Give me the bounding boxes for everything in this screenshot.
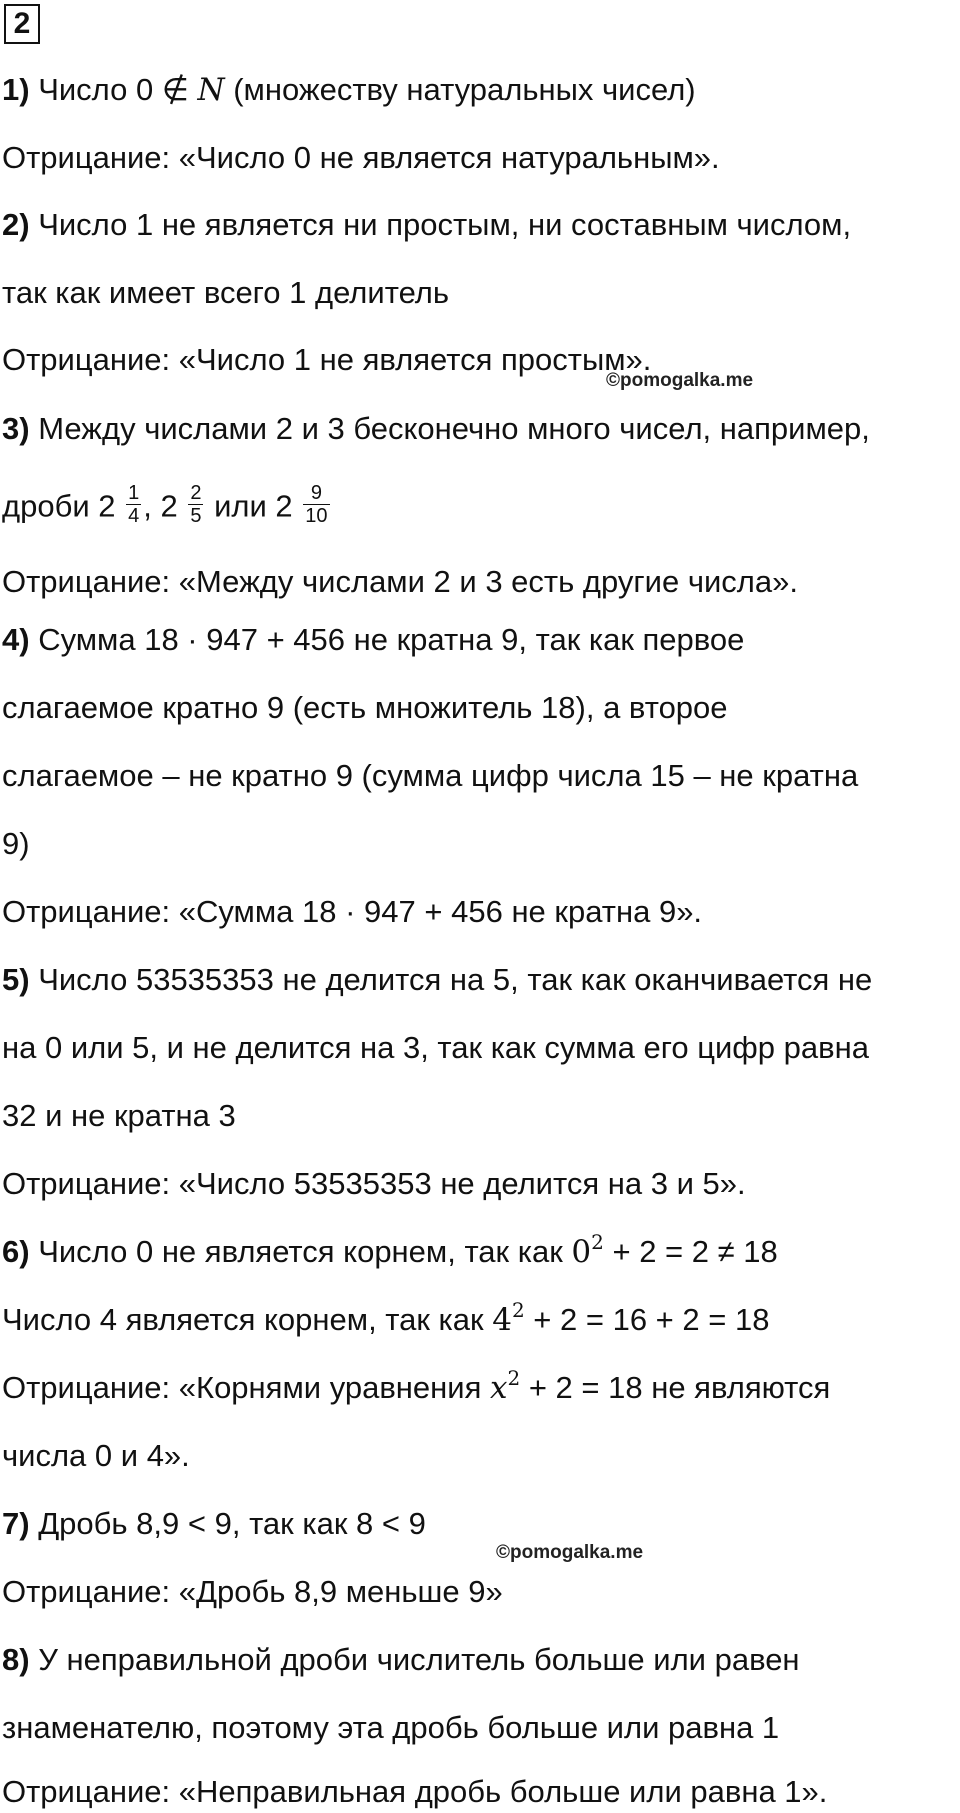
natural-set-symbol: N — [197, 72, 225, 108]
item-1-statement — [2, 70, 696, 110]
item-number: 6) — [2, 1234, 30, 1269]
text: Число 1 не является ни простым, ни составным числом, — [29, 207, 852, 242]
item-8-negation: Отрицание: «Неправильная дробь больше или равна 1». — [2, 1774, 828, 1809]
text: Число 0 — [29, 72, 162, 107]
not-in-symbol: ∉ — [161, 72, 189, 107]
text: (множеству натуральных чисел) — [224, 72, 696, 107]
text: Число 0 не является корнем, так как — [29, 1234, 572, 1269]
fraction-2 — [188, 482, 203, 527]
item-5-negation: Отрицание: «Число 53535353 не делится на 3 и 5». — [2, 1166, 746, 1201]
item-7-statement — [2, 1504, 426, 1544]
exponent: 2 — [511, 1297, 525, 1322]
item-7-negation: Отрицание: «Дробь 8,9 меньше 9» — [2, 1574, 503, 1609]
task-number-box: 2 — [4, 4, 40, 44]
item-4-line-3: слагаемое – не кратно 9 (сумма цифр числа 15 – не кратна — [2, 758, 859, 793]
item-number: 2) — [2, 207, 30, 242]
item-6-negation — [2, 1365, 831, 1408]
item-number: 4) — [2, 622, 30, 657]
item-1-negation: Отрицание: «Число 0 не является натуральным». — [2, 140, 720, 175]
item-6-line-4: числа 0 и 4». — [2, 1438, 190, 1473]
text: или 2 — [205, 488, 293, 524]
item-5-line-2: на 0 или 5, и не делится на 3, так как сумма его цифр равна — [2, 1030, 869, 1065]
item-4-statement — [2, 620, 744, 660]
item-number: 3) — [2, 411, 30, 446]
item-number: 8) — [2, 1642, 30, 1677]
item-3-fractions-line — [2, 482, 332, 531]
denominator: 4 — [128, 505, 140, 527]
text: Число 4 является корнем, так как — [2, 1302, 493, 1337]
variable-x: x — [490, 1370, 508, 1406]
numerator: 9 — [310, 482, 322, 504]
exponent: 2 — [507, 1365, 521, 1390]
item-6-line-2 — [2, 1297, 770, 1340]
item-2-line-2: так как имеет всего 1 делитель — [2, 275, 450, 310]
text: + 2 = 16 + 2 = 18 — [524, 1302, 770, 1337]
item-number: 1) — [2, 72, 30, 107]
item-number: 7) — [2, 1506, 30, 1541]
text: У неправильной дроби числитель больше или равен — [29, 1642, 800, 1677]
text: Отрицание: «Корнями уравнения — [2, 1370, 490, 1405]
numerator: 2 — [190, 482, 202, 504]
item-4-line-4: 9) — [2, 826, 30, 861]
item-4-negation: Отрицание: «Сумма 18 · 947 + 456 не кратна 9». — [2, 894, 703, 929]
item-6-statement — [2, 1229, 778, 1272]
item-5-statement — [2, 960, 872, 1000]
text: Между числами 2 и 3 бесконечно много чисел, например, — [29, 411, 870, 446]
item-5-line-3: 32 и не кратна 3 — [2, 1098, 236, 1133]
fraction-3 — [303, 482, 329, 527]
item-number: 5) — [2, 962, 30, 997]
item-3-statement — [2, 409, 870, 449]
text: + 2 = 18 не являются — [520, 1370, 831, 1405]
text: + 2 = 2 ≠ 18 — [603, 1234, 778, 1269]
text: Дробь 8,9 < 9, так как 8 < 9 — [29, 1506, 426, 1541]
watermark: ©pomogalka.me — [606, 370, 754, 391]
exponent: 2 — [591, 1229, 604, 1254]
text: Число 53535353 не делится на 5, так как оканчивается не — [29, 962, 873, 997]
power-base: 0 — [571, 1234, 592, 1270]
text: дроби 2 — [2, 488, 116, 524]
fraction-1 — [126, 482, 141, 527]
item-3-negation: Отрицание: «Между числами 2 и 3 есть другие числа». — [2, 564, 798, 599]
item-2-statement — [2, 205, 851, 245]
text: Сумма 18 · 947 + 456 не кратна 9, так как первое — [29, 622, 745, 657]
watermark: ©pomogalka.me — [496, 1542, 644, 1563]
power-base: 4 — [492, 1302, 512, 1338]
denominator: 5 — [190, 505, 202, 527]
text: , 2 — [143, 488, 178, 524]
numerator: 1 — [128, 482, 140, 504]
item-8-line-2: знаменателю, поэтому эта дробь больше или равна 1 — [2, 1710, 780, 1745]
item-2-negation: Отрицание: «Число 1 не является простым». — [2, 342, 652, 377]
item-4-line-2: слагаемое кратно 9 (есть множитель 18), а второе — [2, 690, 728, 725]
item-8-statement — [2, 1640, 800, 1680]
denominator: 10 — [305, 505, 328, 527]
